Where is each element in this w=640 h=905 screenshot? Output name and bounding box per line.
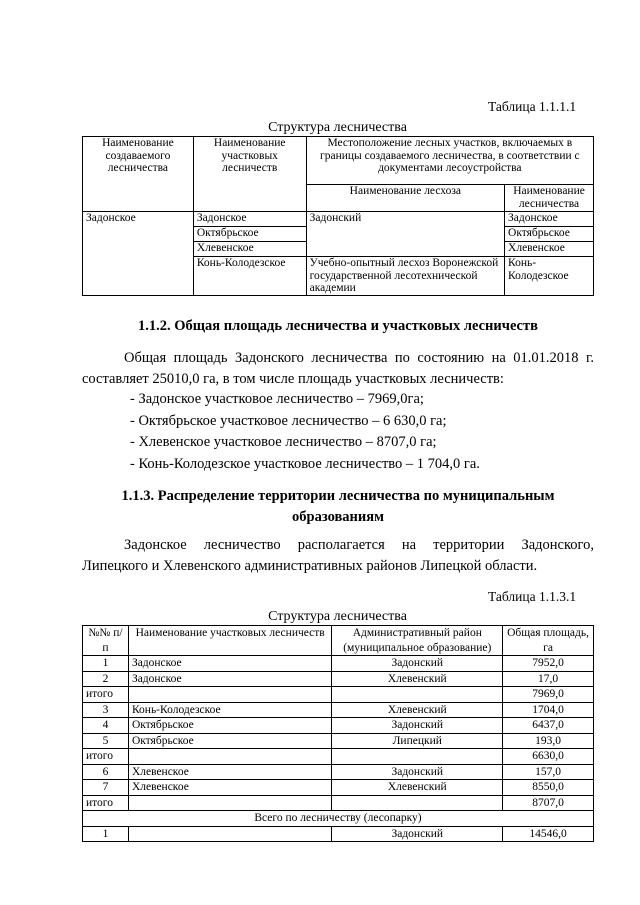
table-row <box>83 656 594 672</box>
section-113-heading <box>82 486 594 528</box>
table2-cell-district <box>332 687 503 703</box>
section-113-paragraph: Задонское лесничество располагается на территории Задонского, Липецкого и Хлевенского административных районов Липецкой области. <box>82 537 594 574</box>
table2-cell-num: 2 <box>83 671 129 687</box>
table2-cell-num: 3 <box>83 702 129 718</box>
table2-cell-district: Хлевенский <box>332 671 503 687</box>
table2-section-label: Всего по лесничеству (лесопарку) <box>83 811 594 827</box>
table2-cell-area: 14546,0 <box>503 826 594 842</box>
table-row <box>83 671 594 687</box>
table2-cell-name <box>128 826 331 842</box>
table2-cell-district: Хлевенский <box>332 702 503 718</box>
table1-forestry-cell: Задонское <box>83 212 194 296</box>
table1-cell: Конь-Колодезское <box>505 257 594 296</box>
table1-cell: Октябрьское <box>193 227 306 242</box>
table2-cell-name <box>128 795 331 811</box>
table1-header-districts: Наименование участковых лесничеств <box>193 137 306 212</box>
table2-cell-name: Задонское <box>128 656 331 672</box>
table1-caption: Таблица 1.1.1.1 <box>488 99 577 114</box>
table1-subheader-lesnichestvo: Наименование лесничества <box>505 185 594 212</box>
table2-cell-num: 7 <box>83 780 129 796</box>
section-113-heading-line2: образованиям <box>292 509 384 525</box>
table2-cell-name <box>128 687 331 703</box>
table2-cell-area: 193,0 <box>503 733 594 749</box>
table2-cell-district <box>332 795 503 811</box>
table1-cell: Задонское <box>193 212 306 227</box>
table2-cell-district: Задонский <box>332 656 503 672</box>
table-row <box>83 702 594 718</box>
table-row <box>83 795 594 811</box>
table-row <box>83 718 594 734</box>
table2-cell-area: 8707,0 <box>503 795 594 811</box>
table2-cell-area: 6630,0 <box>503 749 594 765</box>
table2-cell-name: Октябрьское <box>128 718 331 734</box>
table2-cell-name: Конь-Колодезское <box>128 702 331 718</box>
table2-cell-num: итого <box>83 687 129 703</box>
list-item: - Задонское участковое лесничество – 7969,0га; <box>130 391 424 407</box>
table2-title: Структура лесничества <box>268 609 407 624</box>
table2-cell-area: 8550,0 <box>503 780 594 796</box>
table2-cell-num: итого <box>83 749 129 765</box>
section-112-list <box>130 389 480 475</box>
section-112-paragraph: Общая площадь Задонского лесничества по состоянию на 01.01.2018 г. составляет 25010,0 га, в том числе площадь участковых лесничеств: <box>82 350 594 387</box>
section-113-heading-line1: 1.1.3. Распределение территории лесничества по муниципальным <box>121 488 555 504</box>
table2-cell-name: Хлевенское <box>128 780 331 796</box>
table2-cell-num: 6 <box>83 764 129 780</box>
table1-cell: Задонский <box>306 212 504 257</box>
table1-cell: Учебно-опытный лесхоз Воронежской государственной лесотехнической академии <box>306 257 504 296</box>
table-row <box>83 733 594 749</box>
table1-cell: Хлевенское <box>505 242 594 257</box>
table2-cell-name: Хлевенское <box>128 764 331 780</box>
table1-title: Структура лесничества <box>268 120 407 135</box>
table-row <box>83 212 594 227</box>
table1-cell: Октябрьское <box>505 227 594 242</box>
table2-cell-num: итого <box>83 795 129 811</box>
table2-cell-district: Хлевенский <box>332 780 503 796</box>
table2-cell-area: 1704,0 <box>503 702 594 718</box>
table2-cell-num: 1 <box>83 826 129 842</box>
section-112-heading: 1.1.2. Общая площадь лесничества и участковых лесничеств <box>138 318 538 334</box>
table1-cell: Конь-Колодезское <box>193 257 306 296</box>
list-item: - Октябрьское участковое лесничество – 6 630,0 га; <box>130 412 447 429</box>
table1 <box>82 136 594 296</box>
table2-cell-num: 1 <box>83 656 129 672</box>
table2-cell-name: Задонское <box>128 671 331 687</box>
table1-header-forestry: Наименование создаваемого лесничества <box>83 137 194 212</box>
table2-header-num: №№ п/п <box>83 626 129 656</box>
table2-cell-district: Липецкий <box>332 733 503 749</box>
table2-cell-district: Задонский <box>332 826 503 842</box>
table2-cell-name: Октябрьское <box>128 733 331 749</box>
table1-cell: Хлевенское <box>193 242 306 257</box>
table2 <box>82 625 594 842</box>
table2-cell-area: 7969,0 <box>503 687 594 703</box>
table-row <box>83 687 594 703</box>
table2-cell-area: 7952,0 <box>503 656 594 672</box>
table2-header-name: Наименование участковых лесничеств <box>128 626 331 656</box>
table-row <box>83 826 594 842</box>
table1-cell: Задонское <box>505 212 594 227</box>
table2-cell-area: 157,0 <box>503 764 594 780</box>
table2-header-district: Административный район (муниципальное образование) <box>332 626 503 656</box>
list-item: - Конь-Колодезское участковое лесничество – 1 704,0 га. <box>130 455 480 472</box>
table1-header-location: Местоположение лесных участков, включаемых в границы создаваемого лесничества, в соответствии с документами лесоустройства <box>306 137 593 185</box>
table2-cell-num: 5 <box>83 733 129 749</box>
table2-cell-area: 17,0 <box>503 671 594 687</box>
table2-cell-area: 6437,0 <box>503 718 594 734</box>
table2-cell-district: Задонский <box>332 718 503 734</box>
table2-cell-num: 4 <box>83 718 129 734</box>
table2-cell-district: Задонский <box>332 764 503 780</box>
table2-header-area: Общая площадь, га <box>503 626 594 656</box>
table-row <box>83 749 594 765</box>
table2-cell-name <box>128 749 331 765</box>
table2-cell-district <box>332 749 503 765</box>
table1-subheader-leskhoz: Наименование лесхоза <box>306 185 504 212</box>
list-item: - Хлевенское участковое лесничество – 8707,0 га; <box>130 434 437 450</box>
table-row <box>83 764 594 780</box>
table2-caption: Таблица 1.1.3.1 <box>488 589 577 604</box>
table-row <box>83 780 594 796</box>
